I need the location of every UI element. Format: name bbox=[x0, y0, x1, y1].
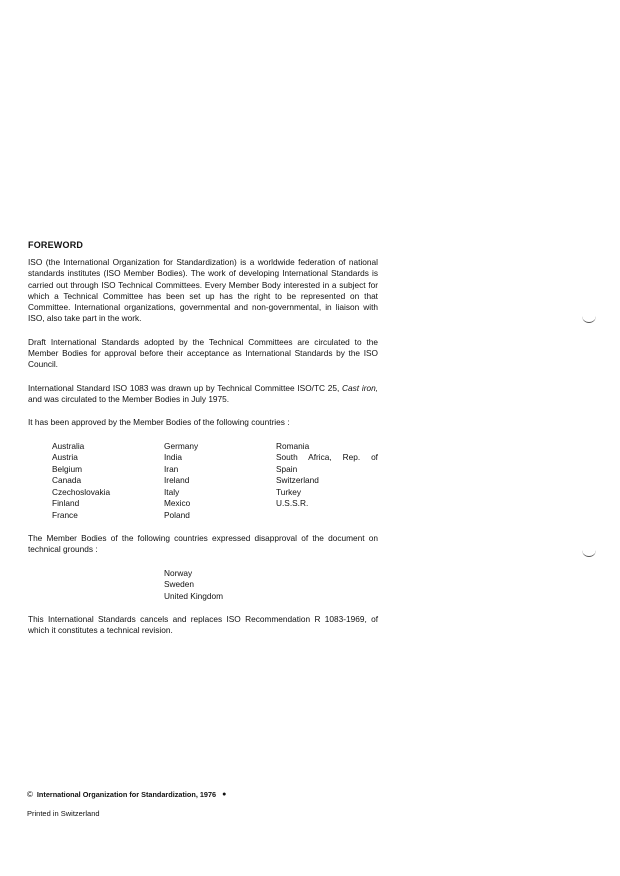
country: Switzerland bbox=[276, 475, 319, 486]
country: Germany bbox=[164, 440, 199, 451]
country: Italy bbox=[164, 486, 180, 497]
country: Turkey bbox=[276, 486, 302, 497]
country: Austria bbox=[52, 452, 78, 463]
approved-countries-column-2 bbox=[164, 441, 276, 522]
country: Sweden bbox=[164, 579, 194, 590]
country: Finland bbox=[52, 498, 80, 509]
country: Belgium bbox=[52, 463, 82, 474]
intro-paragraph: ISO (the International Organization for Standardization) is a worldwide federation of national standards institutes (ISO Member Bodies). The work of developing International Standards is carried out through ISO Technical Committees. Every Member Body interested in a subject for which a Technical Committee has been set up has the right to be represented on that Committee. International organizations, governmental and non-governmental, in liaison with ISO, also take part in the work. bbox=[28, 257, 378, 324]
country: India bbox=[164, 452, 182, 463]
country: Canada bbox=[52, 475, 82, 486]
country: United Kingdom bbox=[164, 590, 224, 601]
copyright-text: International Organization for Standardization, 1976 bbox=[36, 790, 217, 799]
foreword-section bbox=[28, 240, 378, 649]
country: Poland bbox=[164, 509, 190, 520]
committee-title: Cast iron, bbox=[342, 382, 378, 393]
disapproving-countries bbox=[28, 568, 378, 603]
printed-in: Printed in Switzerland bbox=[27, 809, 100, 818]
bullet-icon: ● bbox=[222, 791, 227, 798]
approval-paragraph: It has been approved by the Member Bodies of the following countries : bbox=[28, 417, 290, 428]
disapproval-paragraph: The Member Bodies of the following countries expressed disapproval of the document on technical grounds : bbox=[28, 533, 378, 555]
country: Mexico bbox=[164, 498, 191, 509]
standard-paragraph bbox=[28, 383, 378, 406]
country: Czechoslovakia bbox=[52, 486, 111, 497]
country: Ireland bbox=[164, 475, 190, 486]
country: South Africa, Rep. of bbox=[276, 452, 378, 463]
draft-paragraph: Draft International Standards adopted by the Technical Committees are circulated to the Member Bodies for approval before their acceptance as International Standards by the ISO Council. bbox=[28, 336, 378, 370]
country: Australia bbox=[52, 440, 85, 451]
country: U.S.S.R. bbox=[276, 498, 309, 509]
scan-mark-icon bbox=[582, 550, 596, 557]
copyright-icon: © bbox=[27, 790, 33, 799]
copyright-line bbox=[27, 790, 226, 799]
country: Iran bbox=[164, 463, 179, 474]
approved-countries-column-1 bbox=[52, 441, 164, 522]
country: Norway bbox=[164, 567, 193, 578]
approved-countries bbox=[28, 441, 378, 522]
standard-text-start: International Standard ISO 1083 was drawn up by Technical Committee ISO/TC 25, bbox=[28, 382, 343, 393]
country: France bbox=[52, 509, 78, 520]
approved-countries-column-3 bbox=[276, 441, 378, 522]
revision-paragraph: This International Standards cancels and replaces ISO Recommendation R 1083-1969, of which it constitutes a technical revision. bbox=[28, 614, 378, 636]
standard-text-end: and was circulated to the Member Bodies in July 1975. bbox=[28, 393, 230, 404]
country: Romania bbox=[276, 440, 310, 451]
country: Spain bbox=[276, 463, 298, 474]
scan-mark-icon bbox=[582, 316, 596, 323]
foreword-heading: FOREWORD bbox=[28, 240, 84, 250]
